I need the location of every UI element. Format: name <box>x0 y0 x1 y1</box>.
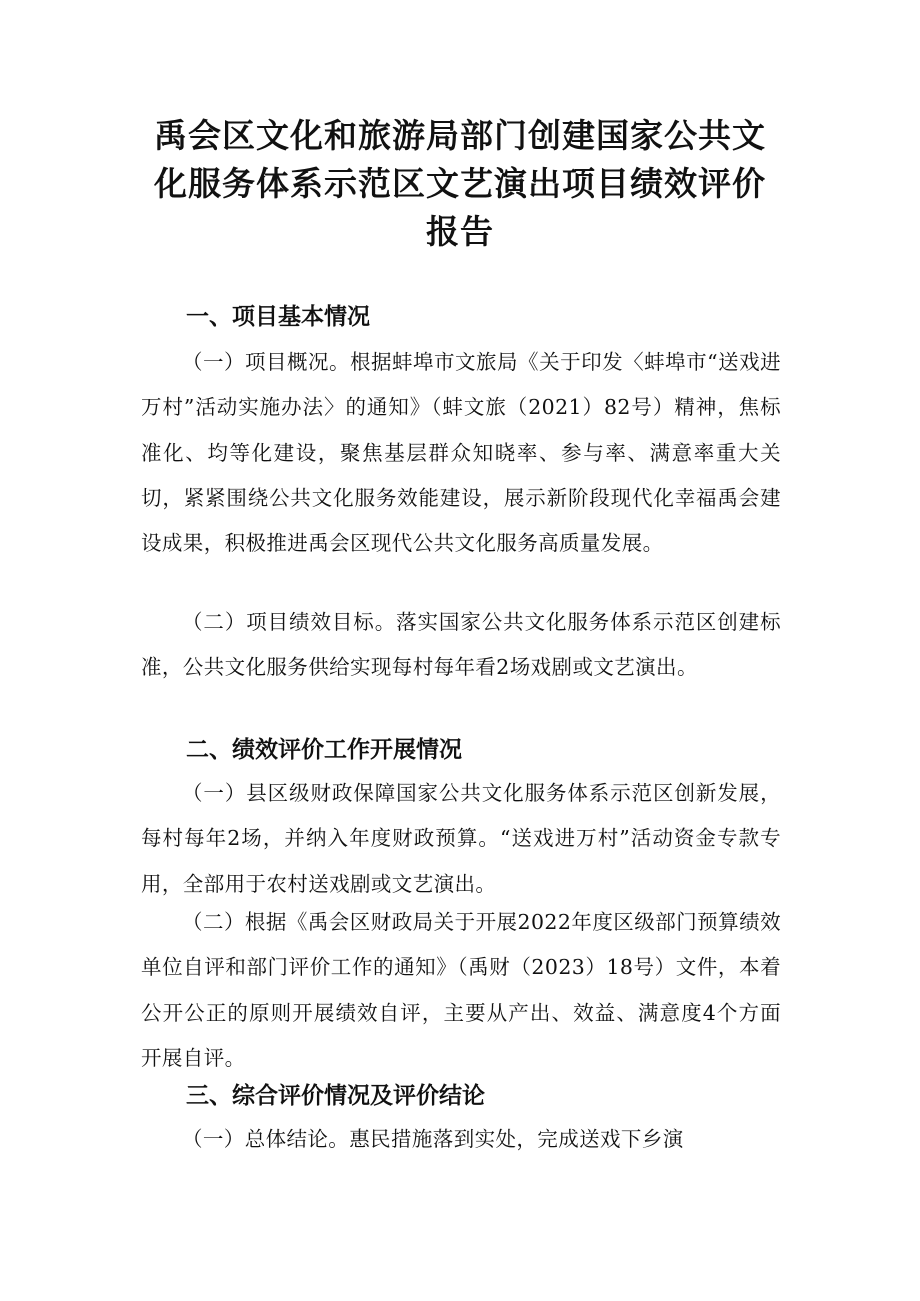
paragraph-funding: （一）县区级财政保障国家公共文化服务体系示范区创新发展，每村每年2场，并纳入年度财政预算。“送戏进万村”活动资金专款专用，全部用于农村送戏剧或文艺演出。 <box>141 781 781 896</box>
paragraph-overall-conclusion: （一）总体结论。惠民措施落到实处，完成送戏下乡演 <box>182 1127 684 1151</box>
paragraph-project-overview: （一）项目概况。根据蚌埠市文旅局《关于印发〈蚌埠市“送戏进万村”活动实施办法〉的通知》（蚌文旅（2021）82号）精神，焦标准化、均等化建设，聚焦基层群众知晓率、参与率、满意率重大关切，紧紧围绕公共文化服务效能建设，展示新阶段现代化幸福禹会建设成果，积极推进禹会区现代公共文化服务高质量发展。 <box>141 350 781 556</box>
section-heading-3: 三、综合评价情况及评价结论 <box>186 1083 485 1109</box>
document-title <box>150 112 770 256</box>
title-line: 化服务体系示范区文艺演出项目绩效评价 <box>154 164 766 203</box>
title-line: 报告 <box>426 212 494 251</box>
section-heading-1: 一、项目基本情况 <box>186 304 370 330</box>
paragraph-evaluation-basis: （二）根据《禹会区财政局关于开展2022年度区级部门预算绩效单位自评和部门评价工作的通知》（禹财（2023）18号）文件，本着公开公正的原则开展绩效自评，主要从产出、效益、满意度4个方面开展自评。 <box>141 910 781 1070</box>
paragraph-performance-goals: （二）项目绩效目标。落实国家公共文化服务体系示范区创建标准，公共文化服务供给实现每村每年看2场戏剧或文艺演出。 <box>141 610 781 680</box>
section-heading-2: 二、绩效评价工作开展情况 <box>186 737 462 763</box>
title-line: 禹会区文化和旅游局部门创建国家公共文 <box>154 116 766 155</box>
